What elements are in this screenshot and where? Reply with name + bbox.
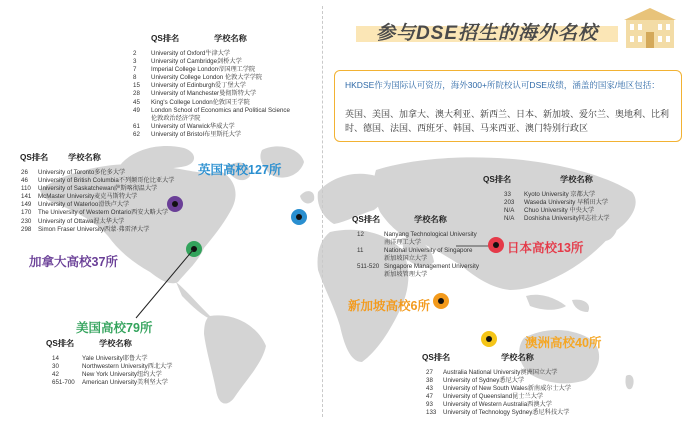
rank-header: QS排名 (422, 353, 451, 362)
university-building-icon (622, 6, 678, 50)
canada-location-pin-icon (167, 196, 183, 212)
rank-header: QS排名 (352, 215, 381, 224)
school-header: 学校名称 (214, 34, 247, 43)
school-header: 学校名称 (99, 339, 132, 348)
singapore-count-label: 新加坡高校6所 (348, 299, 430, 313)
australia-count-label: 澳洲高校40所 (525, 336, 602, 350)
japan-location-pin-icon (488, 237, 504, 253)
school-header: 学校名称 (414, 215, 447, 224)
school-header: 学校名称 (560, 175, 593, 184)
uk-location-pin-icon (291, 209, 307, 225)
uk-count-label: 英国高校127所 (198, 163, 282, 177)
australia-location-pin-icon (481, 331, 497, 347)
page-title: 参与DSE招生的海外名校 (375, 23, 599, 44)
info-countries: 英国、美国、加拿大、澳大利亚、新西兰、日本、新加坡、爱尔兰、奥地利、比利时、德国、法国、西班牙、韩国、马来西亚、澳门特别行政区 (345, 109, 670, 133)
rank-header: QS排名 (151, 34, 180, 43)
singapore-location-pin-icon (433, 293, 449, 309)
rank-header: QS排名 (20, 153, 49, 162)
info-box (334, 70, 682, 142)
title-banner (356, 16, 618, 46)
info-intro: HKDSE作为国际认可资历，海外300+所院校认可DSE成绩，涵盖的国家/地区包括： (345, 80, 660, 90)
usa-location-pin-icon (186, 241, 202, 257)
rank-header: QS排名 (46, 339, 75, 348)
school-header: 学校名称 (501, 353, 534, 362)
usa-count-label: 美国高校79所 (76, 321, 153, 335)
rank-header: QS排名 (483, 175, 512, 184)
school-header: 学校名称 (68, 153, 101, 162)
center-divider (322, 6, 323, 417)
canada-count-label: 加拿大高校37所 (29, 255, 118, 269)
japan-count-label: 日本高校13所 (507, 241, 584, 255)
